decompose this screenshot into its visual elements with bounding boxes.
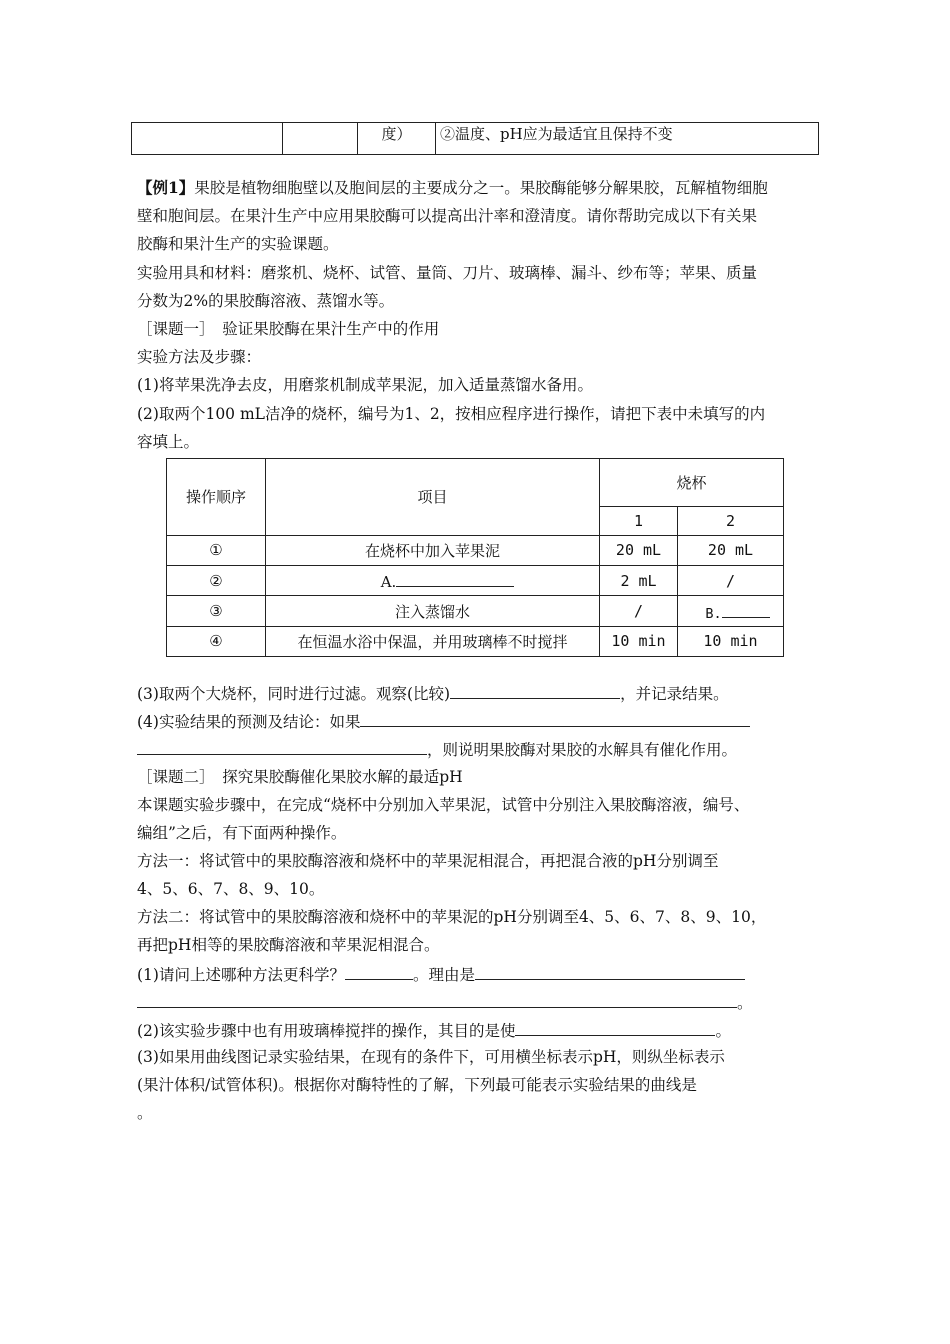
row-beaker-1: / [600,596,678,626]
topic2-title: ［课题二］ 探究果胶酶催化果胶水解的最适pH [137,768,463,786]
example-label: 【例1】 [137,178,195,197]
text-line: 果胶是植物细胞壁以及胞间层的主要成分之一。果胶酶能够分解果胶，瓦解植物细胞 [194,179,768,197]
text-segment: ，并记录结果。 [620,685,729,703]
table-row [132,123,819,155]
table-header-row [167,459,784,507]
question-3-line-2: (果汁体积/试管体积)。根据你对酶特性的了解，下列最可能表示实验结果的曲线是 [137,1076,697,1094]
text-line: 实验用具和材料：磨浆机、烧杯、试管、量筒、刀片、玻璃棒、漏斗、纱布等；苹果、质量 [137,264,758,282]
table-cell [283,123,358,155]
table-cell [132,123,283,155]
row-beaker-1: 10 min [600,626,678,656]
table-row [167,535,784,565]
text-segment: (3)取两个大烧杯，同时进行过滤。观察(比较) [137,685,451,703]
row-beaker-2: 20 mL [678,535,784,565]
text-segment: 。理由是 [412,966,475,984]
topic1-title: ［课题一］ 验证果胶酶在果汁生产中的作用 [137,320,440,338]
text-line: 壁和胞间层。在果汁生产中应用果胶酶可以提高出汁率和澄清度。请你帮助完成以下有关果 [137,207,758,225]
header-beaker: 烧杯 [600,459,784,507]
row-item: 注入蒸馏水 [266,596,600,626]
method-2-line-2: 再把pH相等的果胶酶溶液和苹果泥相混合。 [137,936,440,954]
question-3-line-1: (3)如果用曲线图记录实验结果，在现有的条件下，可用横坐标表示pH，则纵坐标表示 [137,1048,725,1066]
top-table-fragment [131,122,819,155]
text-line: 分数为2%的果胶酶溶液、蒸馏水等。 [137,292,395,310]
answer-blank-b[interactable] [722,601,770,618]
question-3-line-3: 。 [137,1104,153,1122]
header-beaker-2: 2 [678,507,784,535]
text-line: 编组”之后，有下面两种操作。 [137,824,347,842]
example-intro-line-1 [137,178,768,198]
step-2-line-2: 容填上。 [137,433,200,451]
operations-table [166,458,784,657]
row-item-label: B. [705,605,722,622]
step-4-line-1 [137,710,750,732]
row-beaker-2: / [678,566,784,596]
answer-blank-q1-reason-b[interactable] [137,991,737,1008]
row-beaker-1: 20 mL [600,535,678,565]
method-2-line-1: 方法二：将试管中的果胶酶溶液和烧杯中的苹果泥的pH分别调至4、5、6、7、8、9、10， [137,908,767,926]
answer-blank-step3[interactable] [450,682,620,699]
table-row [167,596,784,626]
row-item-blank-a [266,566,600,596]
answer-blank-q2[interactable] [515,1019,715,1036]
text-segment: (4)实验结果的预测及结论：如果 [137,713,361,731]
answer-blank-q1-reason-a[interactable] [475,963,745,980]
row-beaker-2-blank-b [678,596,784,626]
row-order: ① [167,535,266,565]
table-cell: 度） [358,123,436,155]
row-item: 在恒温水浴中保温，并用玻璃棒不时搅拌 [266,626,600,656]
table-row [167,566,784,596]
row-order: ② [167,566,266,596]
text-line: 胶酶和果汁生产的实验课题。 [137,235,339,253]
text-line: 本课题实验步骤中，在完成“烧杯中分别加入苹果泥，试管中分别注入果胶酶溶液，编号、 [137,796,750,814]
answer-blank-a[interactable] [396,570,514,587]
text-segment: ，则说明果胶酶对果胶的水解具有催化作用。 [427,741,738,759]
table-row [167,626,784,656]
text-segment: (2)该实验步骤中也有用玻璃棒搅拌的操作，其目的是使 [137,1022,516,1040]
row-beaker-2: 10 min [678,626,784,656]
step-3 [137,682,729,704]
method-1-line-1: 方法一：将试管中的果胶酶溶液和烧杯中的苹果泥相混合，再把混合液的pH分别调至 [137,852,719,870]
row-beaker-1: 2 mL [600,566,678,596]
row-order: ③ [167,596,266,626]
answer-blank-step4-b[interactable] [137,738,427,755]
header-item: 项目 [266,459,600,536]
answer-blank-step4-a[interactable] [360,710,750,727]
header-beaker-1: 1 [600,507,678,535]
text-segment: (1)请问上述哪种方法更科学？ [137,966,345,984]
row-order: ④ [167,626,266,656]
row-item-label: A. [380,573,397,592]
question-2 [137,1019,731,1041]
step-2-line-1: (2)取两个100 mL洁净的烧杯，编号为1、2，按相应程序进行操作，请把下表中未填写的内 [137,405,766,423]
answer-blank-q1-method[interactable] [345,963,413,980]
question-1-line-2 [137,991,753,1013]
method-title: 实验方法及步骤： [137,348,262,366]
header-order: 操作顺序 [167,459,266,536]
text-segment: 。 [737,994,753,1012]
text-segment: 。 [715,1022,731,1040]
question-1-line-1 [137,963,745,985]
step-4-line-2 [137,738,737,760]
row-item: 在烧杯中加入苹果泥 [266,535,600,565]
table-cell: ②温度、pH应为最适宜且保持不变 [436,123,819,155]
step-1: (1)将苹果洗净去皮，用磨浆机制成苹果泥，加入适量蒸馏水备用。 [137,376,593,394]
method-1-line-2: 4、5、6、7、8、9、10。 [137,880,325,898]
